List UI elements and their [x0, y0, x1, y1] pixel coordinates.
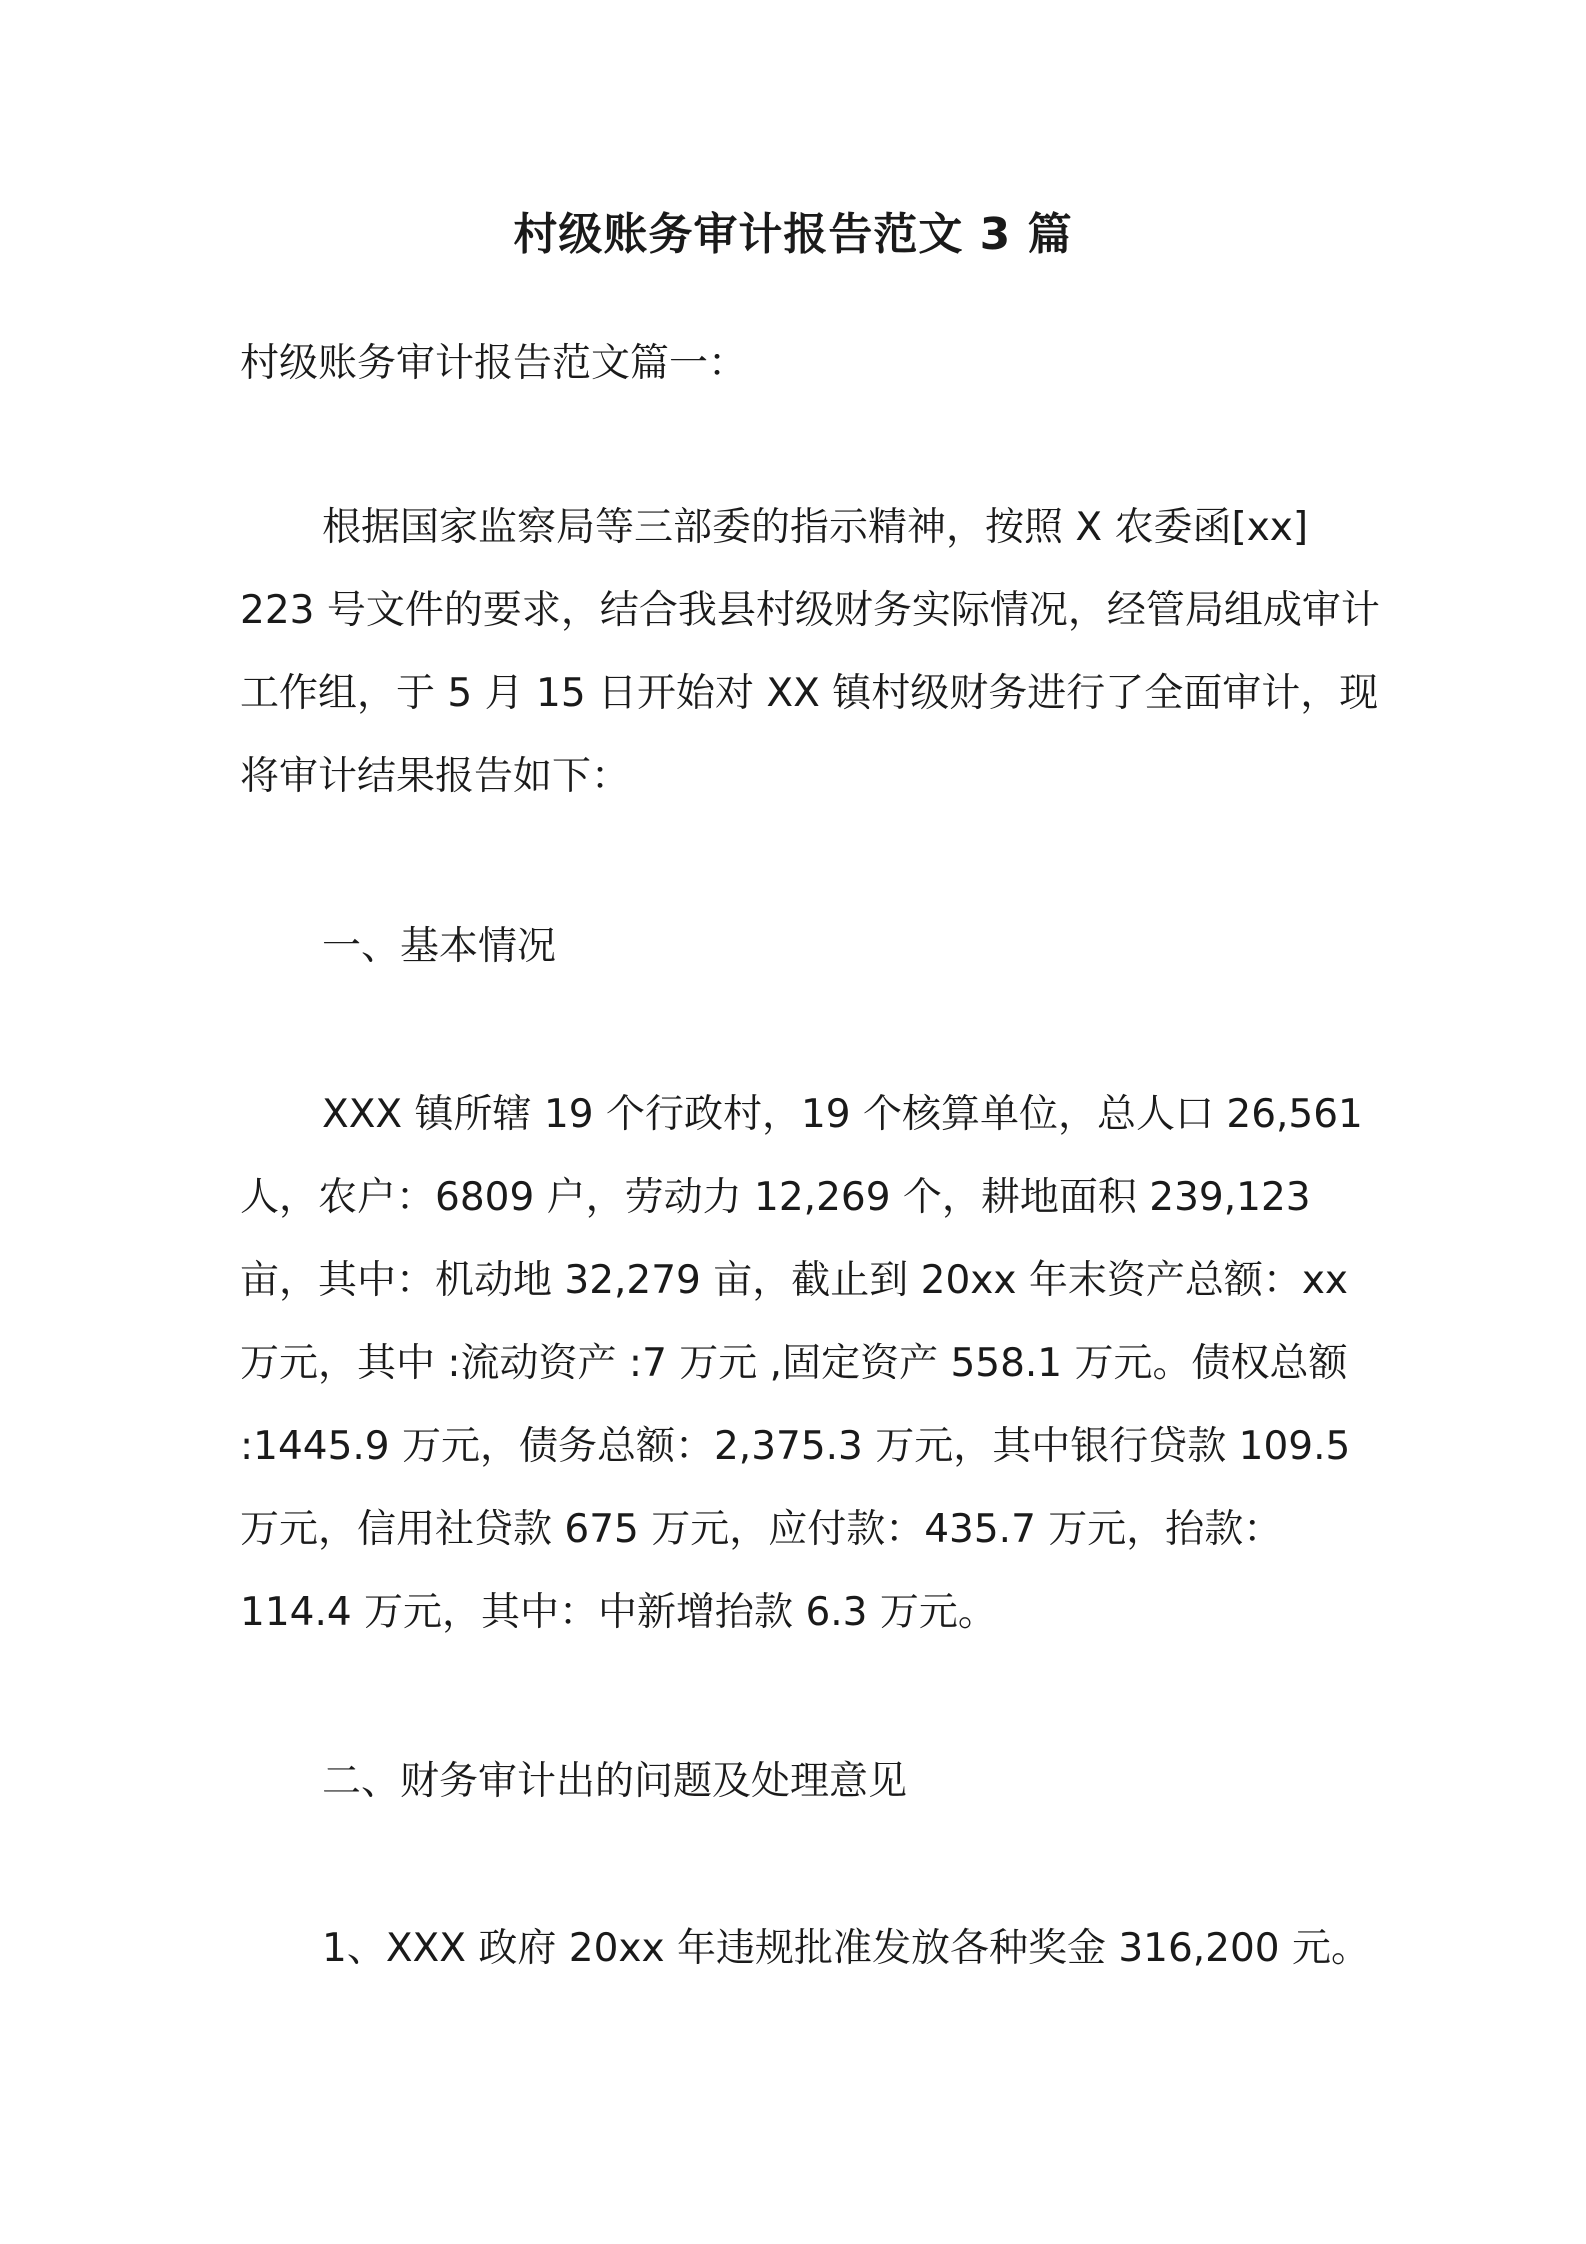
section-heading-basic: 一、基本情况	[322, 924, 557, 969]
basic-info-paragraph: XXX 镇所辖 19 个行政村，19 个核算单位，总人口 26,561 人，农户：6809 户，劳动力 12,269 个，耕地面积 239,123 亩，其中：机动地 32,279 亩，截止到 20xx 年末资产总额：xx 万元，其中 :流动资产 :7 万元 ,固定资产 558.1 万元。债权总额 :1445.9 万元，债务总额：2,375.3 万元，其中银行贷款 109.5 万元，信用社贷款 675 万元，应付款：435.7 万元，抬款：114.4 万元，其中：中新增抬款 6.3 万元。	[240, 1092, 1363, 1635]
intro-paragraph: 根据国家监察局等三部委的指示精神，按照 X 农委函[xx] 223 号文件的要求，结合我县村级财务实际情况，经管局组成审计工作组，于 5 月 15 日开始对 XX 镇村级财务进行了全面审计，现将审计结果报告如下：	[240, 505, 1380, 799]
section-heading-issues: 二、财务审计出的问题及处理意见	[322, 1759, 908, 1804]
document-subtitle: 村级账务审计报告范文篇一：	[240, 341, 748, 386]
issue-item-1: 1、XXX 政府 20xx 年违规批准发放各种奖金 316,200 元。	[322, 1926, 1371, 1971]
document-title: 村级账务审计报告范文 3 篇	[513, 209, 1073, 260]
